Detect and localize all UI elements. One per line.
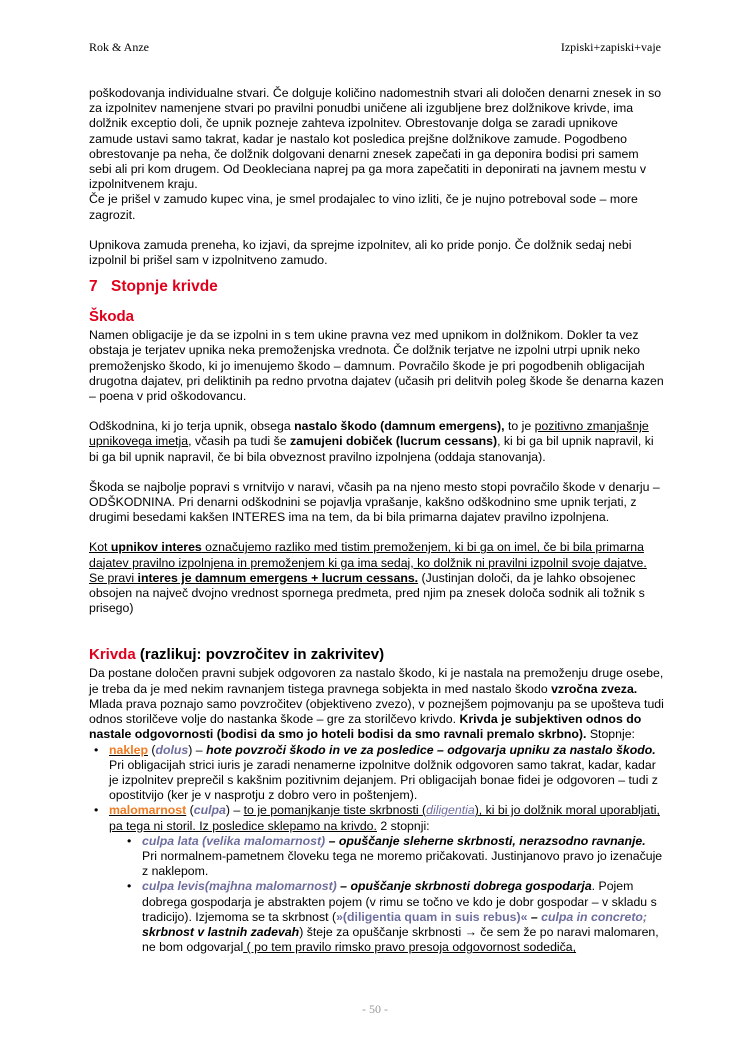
subsection-heading-skoda: Škoda <box>89 308 135 326</box>
paragraph: Kot upnikov interes označujemo razliko med tistim premoženjem, ki bi ga on imel, če bi bila primarna dajatev pravilno izpolnjena in premoženjem ki ga ima sedaj, ko dolžnik ni pravilni izpolnil svoje dajatve. Se pravi interes je damnum emergens + lucrum cessans. (Justinjan določi, da je lahko obsojenec obsojen na največ dvojno vrednost spornega predmeta, pred njim pa znesek določa sodnik ali tožnik s prisego) <box>89 540 647 616</box>
section-title: Stopnje krivde <box>111 278 218 296</box>
list-item-culpa-levis: • culpa levis(majhna malomarnost) – opuščanje skrbnosti dobrega gospodarja. Pojem dobrega gospodarja je abstrakten pojem (v rimu se točno ve kdo je dobr gospodar – v skladu s tradicijo). Izjemoma se ta skrbnost (»(diligentia quam in suis rebus)« – culpa in concreto; skrbnost v lastnih zadevah) šteje za opuščanje skrbnosti → če sem že po naravi malomaren, ne bom odgovarjal ( po tem pravilo rimsko pravo presoja odgovornost sodediča, <box>125 879 664 955</box>
paragraph: Upnikova zamuda preneha, ko izjavi, da sprejme izpolnitev, ali ko pride ponjo. Če dolžnik sedaj nebi izpolnil bi prišel sam v izpolnitveno zamudo. <box>89 237 632 268</box>
section-number: 7 <box>89 278 98 296</box>
malomarnost-sublist <box>125 834 664 956</box>
list-item-malomarnost: • malomarnost (culpa) – to je pomanjkanje tiste skrbnosti (diligentia), ki bi jo dolžnik moral uporabljati, pa tega ni storil. Iz posledice sklepamo na krivdo. 2 stopnji: • culpa lata (velika malomarnost) – opuščanje sleherne skrbnosti, nerazsodno ravnanje. Pri normalnem-pametnem človeku tega ne moremo pričakovati. Justinjanovo pravo jo izenačuje z naklepom. • culpa levis(majhna malomarnost) – opuščanje skrbnosti dobrega gospodarja. Pojem dobrega gospodarja je abstrakten pojem (v rimu se točno ve kdo je dobr gospodar – v skladu s tradicijo). Izjemoma se ta skrbnost (»(diligentia quam in suis rebus)« – culpa in concreto; skrbnost v lastnih zadevah) šteje za opuščanje skrbnosti → če sem že po naravi malomaren, ne bom odgovarjal ( po tem pravilo rimsko pravo presoja odgovornost sodediča, <box>92 803 664 955</box>
page-number: - 50 - <box>362 1002 388 1016</box>
list-item-naklep: • naklep (dolus) – hote povzroči škodo in ve za posledice – odgovarja upniku za nastalo škodo. Pri obligacijah strici iuris je zaradi nenamerne izpolnitve dolžnik odgovoren samo takrat, kadar, kadar je izpolnitev preprečil s kakšnim pozitivnim dejanjem. Pri obligacijah bonae fidei je odgovoren – tudi z opostitvijo (ker je v nasprotju z dobro vero in poštenjem). <box>92 743 664 804</box>
header-title: Izpiski+zapiski+vaje <box>560 40 661 54</box>
list-item-culpa-lata: • culpa lata (velika malomarnost) – opuščanje sleherne skrbnosti, nerazsodno ravnanje. Pri normalnem-pametnem človeku tega ne moremo pričakovati. Justinjanovo pravo jo izenačuje z naklepom. <box>125 834 664 880</box>
paragraph: Namen obligacije je da se izpolni in s tem ukine pravna vez med upnikom in dolžnikom. Dokler ta vez obstaja je terjatev upnika neka premoženjska vrednota. Če dolžnik terjatve ne izpolni utrpi upnik neko premoženjsko škodo, ki jo imenujemo škodo – damnum. Povračilo škode je pri pogodbenih obligacijah drugotna dajatev, pri deliktinih pa redno prvotna dajatev (učasih pri delitvih poleg škode še denarna kazen – poena v prid oškodovancu. <box>89 328 664 404</box>
paragraph: Škoda se najbolje popravi s vrnitvijo v naravi, včasih pa na njeno mesto stopi povračilo škode v denarju – ODŠKODNINA. Pri denarni odškodnini se pojavlja vprašanje, kakšno odškodnino sme upnik terjati, z drugimi besedami kakšen INTERES ima na tem, da bi bila primarna dajatev pravilno izpolnjena. <box>89 479 660 525</box>
paragraph: Če je prišel v zamudo kupec vina, je smel prodajalec to vino izliti, če je nujno potreboval sode – more zagrozit. <box>89 192 638 222</box>
header-authors: Rok & Anze <box>89 40 149 54</box>
degrees-list <box>92 743 664 956</box>
paragraph: poškodovanja individualne stvari. Če dolguje količino nadomestnih stvari ali določen denarni znesek in so za izpolnitev namenjene stvari po pravilni ponudbi uničene ali izgubljene brez dolžnikove krivde, ima dolžnik exceptio doli, če upnik pozneje zahteva izpolnitev. Obrestovanje dolga se zaradi upnikove zamude ustavi samo takrat, kadar je nastalo kot posledica prejšne dolžnikove zamude. Pogodbeno obrestovanje pa neha, če dolžnik dolgovani denarni znesek zapečati in ga deponira bodisi pri samem sebi ali pri kom drugem. Od Deokleciana naprej pa ga mora zapečatiti in deponirati na javnem mestu v izpolnitvenem kraju. <box>89 86 662 192</box>
paragraph: Da postane določen pravni subjek odgovoren za nastalo škodo, ki je nastala na premoženju druge osebe, je treba da je med nekim ravnanjem tistega pravnega sobjekta in med nastalo škodo vzročna zveza. Mlada prava poznajo samo povzročitev (objektiveno zvezo), v poznejšem pojmovanju pa se upošteva tudi odnos storilčeve volje do nastanka škode – gre za storilčevo krivdo. Krivda je subjektiven odnos do nastale odgovornosti (bodisi da smo jo hoteli bodisi da smo ravnali premalo skrbno). Stopnje: <box>89 666 664 742</box>
page-content <box>89 86 664 955</box>
section-heading <box>89 278 664 296</box>
subsection-heading-krivda: Krivda (razlikuj: povzročitev in zakrivitev) <box>89 646 385 664</box>
paragraph: Odškodnina, ki jo terja upnik, obsega nastalo škodo (damnum emergens), to je pozitivno zmanjašnje upnikovega imetja, včasih pa tudi še zamujeni dobiček (lucrum cessans), ki bi ga bil upnik napravil, ki bi ga bil upnik napravil, če bi bila obveznost pravilno izpolnjena (oddaja stanovanja). <box>89 419 654 464</box>
